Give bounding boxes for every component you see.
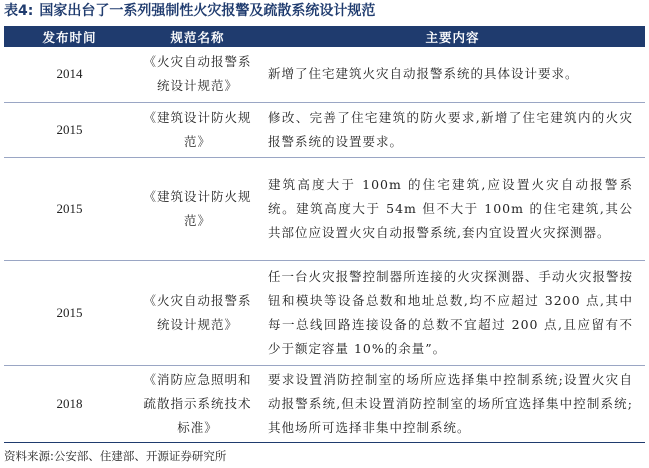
row-standard-name: 《火灾自动报警系统设计规范》	[135, 47, 260, 102]
table-row	[4, 47, 645, 102]
table-caption	[4, 0, 375, 22]
table-row	[4, 365, 645, 442]
row-content: 任一台火灾报警控制器所连接的火灾探测器、手动火灾报警按钮和模块等设备总数和地址总数,均不应超过 3200 点,其中每一总线回路连接设备的总数不宜超过 200 点,且应留有不少于额定容量 10%的余量”。	[260, 260, 645, 365]
row-year: 2015	[4, 157, 135, 260]
table-header-row	[4, 26, 645, 47]
table-number: 表4:	[4, 3, 34, 19]
row-year: 2015	[4, 260, 135, 365]
row-content: 要求设置消防控制室的场所应选择集中控制系统;设置火灾自动报警系统,但未设置消防控制室的场所宜选择集中控制系统;其他场所可选择非集中控制系统。	[260, 365, 645, 442]
row-standard-name: 《火灾自动报警系统设计规范》	[135, 260, 260, 365]
row-standard-name: 《消防应急照明和疏散指示系统技术标准》	[135, 365, 260, 442]
row-content: 新增了住宅建筑火灾自动报警系统的具体设计要求。	[260, 47, 645, 102]
row-content: 修改、完善了住宅建筑的防火要求,新增了住宅建筑内的火灾报警系统的设置要求。	[260, 102, 645, 157]
row-year: 2014	[4, 47, 135, 102]
row-content: 建筑高度大于 100m 的住宅建筑,应设置火灾自动报警系统。建筑高度大于 54m 但不大于 100m 的住宅建筑,其公共部位应设置火灾自动报警系统,套内宜设置火灾探测器。	[260, 157, 645, 260]
row-year: 2018	[4, 365, 135, 442]
table-row	[4, 102, 645, 157]
row-year: 2015	[4, 102, 135, 157]
table-title: 国家出台了一系列强制性火灾报警及疏散系统设计规范	[39, 3, 376, 19]
table-row	[4, 260, 645, 365]
row-standard-name: 《建筑设计防火规范》	[135, 157, 260, 260]
regulations-table	[4, 26, 645, 443]
header-standard-name: 规范名称	[135, 26, 260, 47]
header-main-content: 主要内容	[260, 26, 645, 47]
table-row	[4, 157, 645, 260]
row-standard-name: 《建筑设计防火规范》	[135, 102, 260, 157]
header-release-time: 发布时间	[4, 26, 135, 47]
source-note: 资料来源:公安部、住建部、开源证券研究所	[4, 449, 227, 463]
